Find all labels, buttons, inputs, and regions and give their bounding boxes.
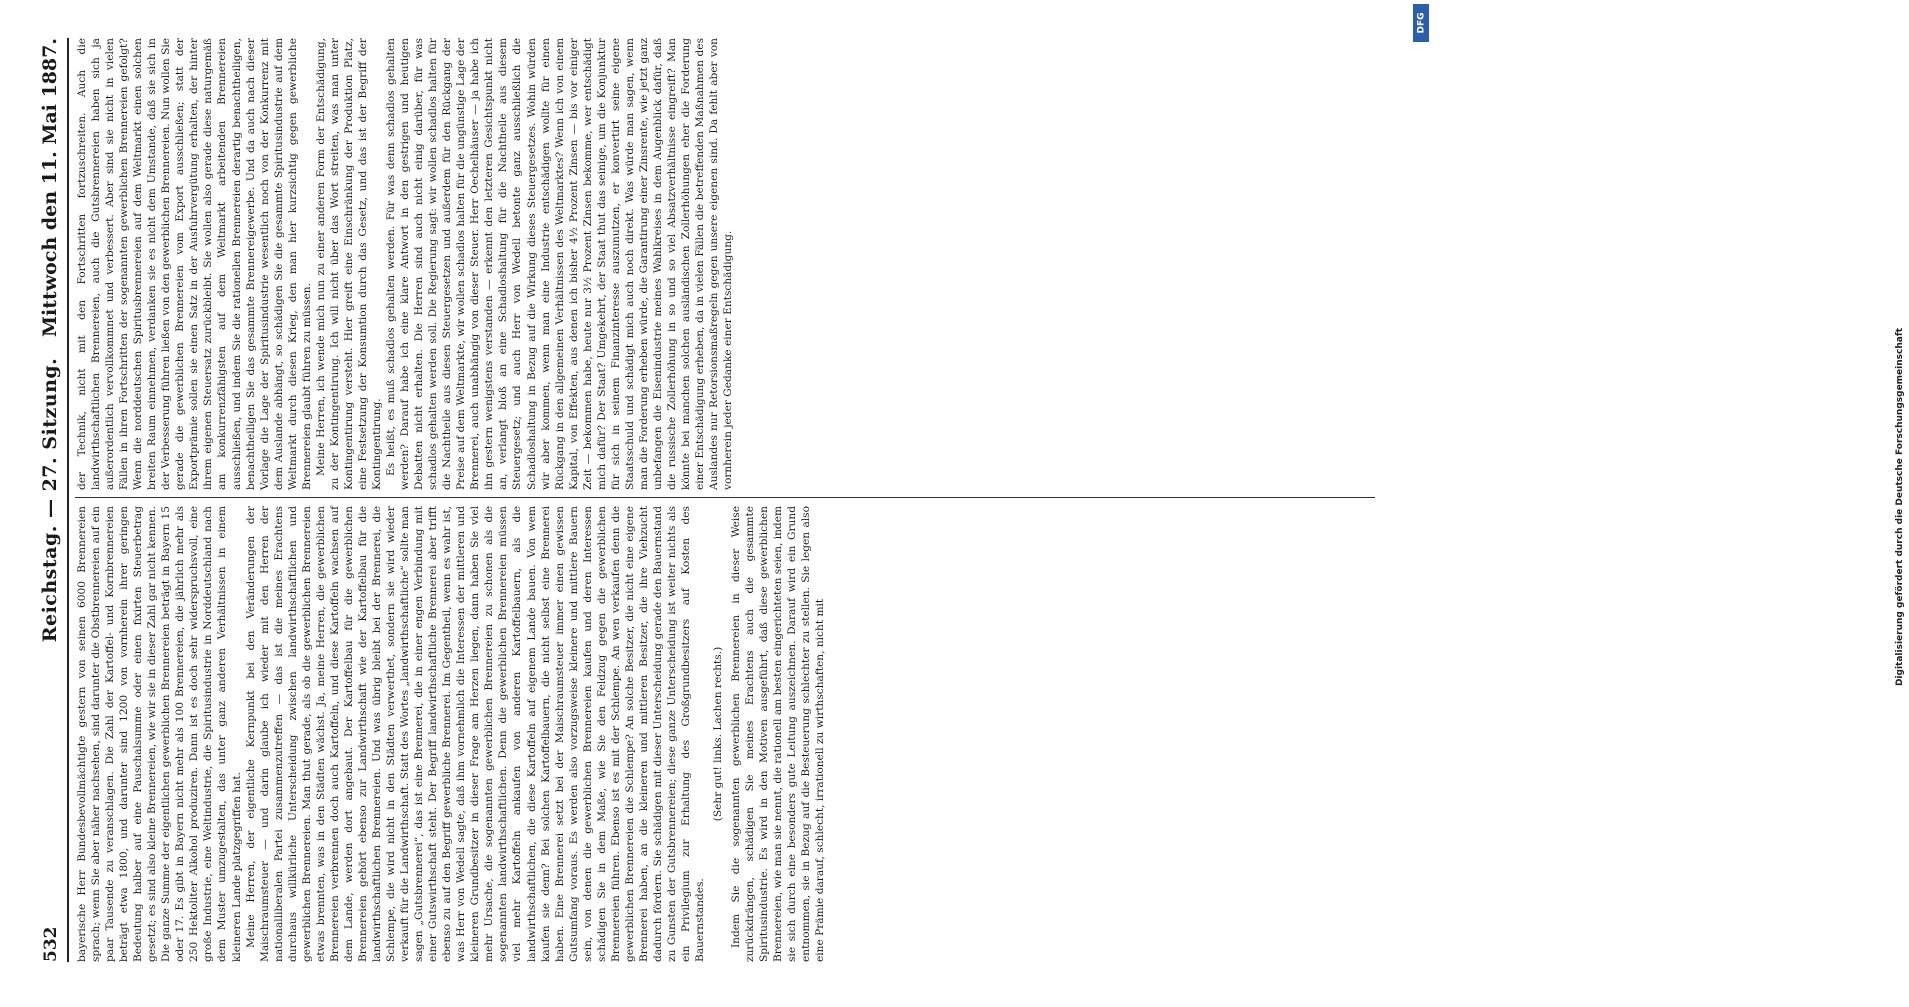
- session-date: Mittwoch den 11. Mai 1887.: [39, 38, 61, 337]
- page-header: [37, 38, 69, 962]
- left-column: [75, 506, 1375, 962]
- digitization-note: Digitalisierung gefördert durch die Deutsche Forschungsgemeinschaft: [1895, 327, 1905, 687]
- session-title: Reichstag. — 27. Sitzung.: [39, 357, 61, 643]
- paragraph: Indem Sie die sogenannten gewerblichen Brennereien in dieser Weise zurückdrängen, schädigen Sie meines Erachtens auch die gesammte Spiritusindustrie. Es wird in den Motiven ausgeführt, daß diese gewerblichen Brennereien, wie man sie nennt, die rationell am besten eingerichteten seien, indem sie sich durch eine besonders gute Leitung auszeichnen. Darauf wird ein Grund entnommen, sie in Bezug auf die Besteuerung schlechter zu stellen. Sie legen also eine Prämie darauf, schlecht, irrationell zu wirthschaften, nicht mit: [730, 505, 827, 962]
- paragraph: Meine Herren, der eigentliche Kernpunkt bei den Veränderungen der Maischraumsteuer — und darin glaube ich wieder mit den Herren der nationalliberalen Partei zusammenzutreffen — das ist die meines Erachtens durchaus willkürliche Unterscheidung zwischen landwirthschaftlichen und gewerblichen Brennereien. Man thut gerade, als ob die gewerblichen Brennereien etwas brennten, was in den Städten wächst. Ja, meine Herren, die gewerblichen Brennereien verbrennen doch auch Kartoffeln, und diese Kartoffeln wachsen auf dem Lande, werden dort angebaut. Der Kartoffelbau für die gewerblichen Brennereien gehört ebenso zur Landwirthschaft wie der Kartoffelbau für die landwirthschaftlichen Brennereien. Und was übrig bleibt bei der Brennerei, die Schlempe, die wird nicht in den Städten verwerthet, sondern sie wird wieder verkauft für die Landwirthschaft. Statt des Wortes „landwirthschaftliche“ sollte man sagen „Gutsbrennerei“, das ist eine Brennerei, die in einer engen Verbindung mit einer Gutswirthschaft steht. Der Begriff landwirthschaftliche Brennerei aber trifft ebenso zu auf den Begriff gewerbliche Brennerei. Im Gegentheil, wenn es wahr ist, was Herr von Wedell sagte, daß ihm vornehmlich die Interessen der mittleren und kleineren Grundbesitzer in dieser Frage am Herzen liegen, dann haben Sie viel mehr Ursache, die sogenannten gewerblichen Brennereien zu schonen als die sogenannten landwirthschaftlichen. Denn die gewerblichen Brennereien müssen viel mehr Kartoffeln ankaufen von anderen Kartoffelbauern, als die landwirthschaftlichen, die diese Kartoffeln auf eigenem Lande bauen. Von wem kaufen sie denn? Bei solchen Kartoffelbauern, die nicht selbst eine Brennerei haben. Eine Brennerei setzt bei der Maischraumsteuer immer einen gewissen Gutsumfang voraus. Es werden also vorzugsweise kleinere und mittlere Bauern sein, von denen die gewerblichen Brennereien kaufen und deren Interessen schädigen Sie in dem Maße, wie Sie den Feldzug gegen die gewerblichen Brennereien führen. Ebenso ist es mit der Schlempe. An wen verkaufen denn die gewerblichen Brennereien die Schlempe? An solche Besitzer, die nicht eine eigene Brennerei haben, an die kleineren und mittleren Besitzer, die ihre Viehzucht dadurch fördern. Sie schädigen mit dieser Unterscheidung gerade den Bauernstand zu Gunsten der Gutsbrennereien; diese ganze Unterscheidung ist weiter nichts als ein Privilegium zur Erhaltung des Großgrundbesitzers auf Kosten des Bauernstandes.: [244, 506, 707, 962]
- right-column: [75, 38, 1375, 490]
- paragraph: der Technik, nicht mit den Fortschritten fortzuschreiten. Auch die landwirthschaftlichen Brennereien, auch die Gutsbrennereien haben sich ja außerordentlich vervollkommnet und verbessert. Aber sind sie nicht in vielen Fällen in ihren Fortschritten der sogenannten gewerblichen Brennereien gefolgt? Wenn die norddeutschen Spiritusbrennereien auf dem Weltmarkt einen solchen breiten Raum einnehmen, verdanken sie es nicht dem Umstande, daß sie sich in der Verbesserung führen ließen von den gewerblichen Brennereien. Nun wollen Sie gerade die gewerblichen Brennereien vom Export ausschließen; statt der Exportprämie sollen sie einen Satz in der Ausfuhrvergütung erhalten, der hinter ihrem eigenen Steuersatz zurückbleibt. Sie wollen also gerade diese naturgemäß am konkurrenzfähigsten auf dem Weltmarkt arbeitenden Brennereien ausschließen, und indem Sie die rationellen Brennereien derartig benachtheiligen, benachtheiligen Sie das gesammte Brennereigewerbe. Und da auch nach dieser Vorlage die Lage der Spiritusindustrie wesentlich noch von der Konkurrenz mit dem Auslande abhängt, so schädigen Sie die gesammte Spiritusindustrie auf dem Weltmarkt durch diesen Krieg, den man hier kurzsichtig gegen gewerbliche Brennereien glaubt führen zu müssen.: [76, 38, 313, 490]
- dfg-logo: [1413, 4, 1429, 42]
- dfg-logo-text: DFG: [1416, 12, 1427, 34]
- paragraph: Es heißt, es muß schadlos gehalten werden. Für was denn schadlos gehalten werden? Darauf habe ich eine klare Antwort in den gestrigen und heutigen Debatten nicht erhalten. Die Herren sind auch nicht einig darüber, für was schadlos gehalten werden soll. Die Regierung sagt: wir wollen schadlos halten für die Nachtheile aus diesen Steuergesetzen und außerdem für den Rückgang der Preise auf dem Weltmarkte, wir wollen schadlos halten für die ungünstige Lage der Brennerei, auch unabhängig von dieser Steuer. Herr Oechelhäuser — ja habe ich ihn gestern wenigstens verstanden — erkennt den letzteren Gesichtspunkt nicht an, verlangt bloß an eine Schadloshaltung für die Nachtheile aus diesem Steuergesetz; und auch Herr von Wedell betonte ganz ausschließlich die Schadloshaltung in Bezug auf die Wirkung dieses Steuergesetzes. Wohin würden wir aber kommen, wenn man eine Industrie entschädigen wollte für einen Rückgang in den allgemeinen Verhältnissen des Weltmarktes? Wenn ich von einem Kapital, von Effekten, aus denen ich bisher 4½ Prozent Zinsen — bis vor einiger Zeit — bekommen habe, heute nur 3½ Prozent Zinsen bekomme, wer entschädigt mich dafür? Der Staat? Umgekehrt, der Staat thut das seinige, um die Konjunktur für sich in seinem Finanzinteresse auszunutzen, er konvertirt seine eigene Staatsschuld und schädigt mich auch noch direkt. Was würde man sagen, wenn man die Forderung erheben würde, die Garantirung einer Zinsrente, wie jetzt ganz unbefangen die Eisenindustrie meines Wahlkreises in dem Augenblick dafür, daß die russische Zollerhöhung in so und so viel Absatzverhältnisse eingreift? Man könnte bei manchen solchen ausländischen Zollerhöhungen eher die Forderung einer Entschädigung erheben, da in vielen Fällen die betreffenden Maßnahmen des Auslandes nur Retorsionsmaßregeln gegen unsere eigenen sind. Da fehlt aber von vornherein jeder Gedanke einer Entschädigung.: [385, 38, 735, 490]
- page-number: 532: [41, 926, 61, 962]
- document-page: [15, 20, 1415, 980]
- column-divider: [75, 497, 1375, 498]
- paragraph: Meine Herren, ich wende mich nun zu einer anderen Form der Entschädigung, zu der Kontingentirung. Ich will nicht über das Wort streiten, was man unter Kontingentirung versteht. Hier greift eine Einschränkung der Produktion Platz, eine Festsetzung der Konsumtion durch das Gesetz, und das ist der Begriff der Kontingentirung.: [314, 38, 383, 490]
- paragraph: (Sehr gut! links. Lachen rechts.): [712, 646, 725, 822]
- paragraph: bayerische Herr Bundesbevollmächtigte gestern von seinen 6000 Brennereien sprach; wenn Sie aber näher nachsehen, sind darunter die Obstbrennereien auf ein paar Tausende zu veranschlagen. Die Zahl der Kartoffel- und Kornbrennereien beträgt etwa 1800, und darunter sind 1200 von vornherein ihrer geringen Bedeutung halber auf eine Pauschalsumme oder einen fixirten Steuerbetrag gesetzt; es sind also kleine Brennereien, wie wir sie in dieser Zahl gar nicht kennen. Die ganze Summe der eigentlichen gewerblichen Brennereien beträgt in Bayern 15 oder 17. Es gibt in Bayern nicht mehr als 100 Brennereien, die jährlich mehr als 250 Hektoliter Alkohol produziren. Dann ist es doch sehr widerspruchsvoll, eine große Industrie, eine Weltindustrie, die Spiritusindustrie in Norddeutschland nach dem Muster umzugestalten, das unter ganz anderen Verhältnissen in einem kleineren Lande platzgegriffen hat.: [76, 506, 243, 962]
